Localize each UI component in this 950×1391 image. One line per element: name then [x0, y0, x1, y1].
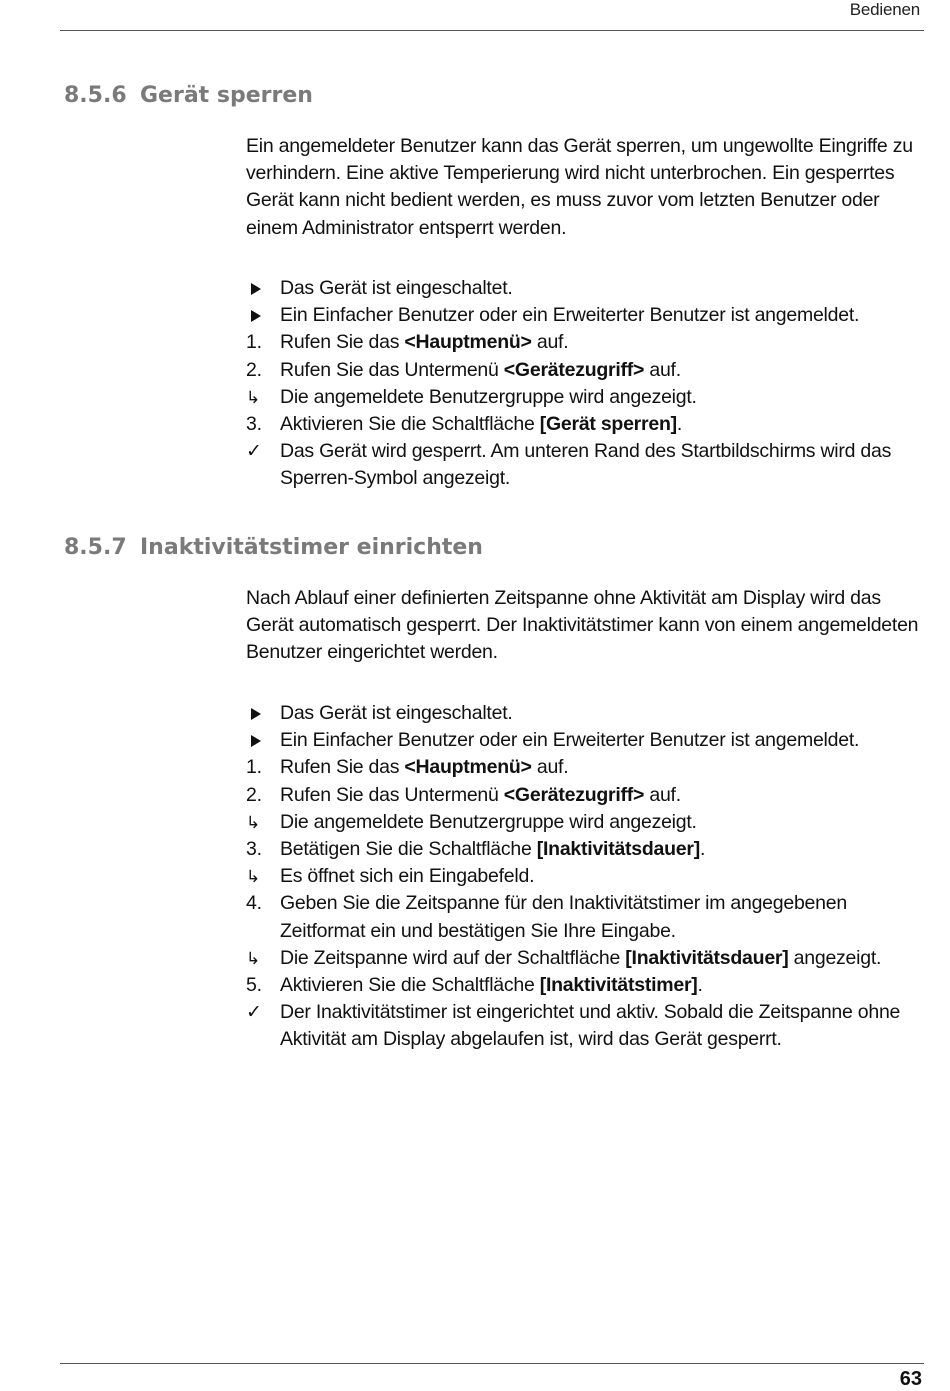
step-item	[246, 302, 926, 329]
running-header: Bedienen	[849, 0, 920, 19]
step-item	[246, 999, 926, 1053]
section-intro: Nach Ablauf einer definierten Zeitspanne ohne Aktivität am Display wird das Gerät automatisch gesperrt. Der Inaktivitätstimer kann von einem angemeldeten Benutzer eingerichtet werden.	[246, 587, 919, 664]
step-text: Aktivieren Sie die Schaltfläche	[280, 974, 540, 997]
step-item	[246, 890, 926, 944]
step-number: 2.	[246, 358, 262, 381]
section-title: Inaktivitätstimer einrichten	[140, 535, 483, 560]
step-item	[246, 782, 926, 809]
step-text: Der Inaktivitätstimer ist eingerichtet und aktiv. Sobald die Zeitspanne ohne Aktivität am Display abgelaufen ist, wird das Gerät gesperrt.	[280, 1001, 901, 1051]
step-text: Die Zeitspanne wird auf der Schaltfläche	[280, 946, 626, 969]
ui-element-name: [Inaktivitätsdauer]	[625, 946, 789, 969]
step-text: Ein Einfacher Benutzer oder ein Erweiterter Benutzer ist angemeldet.	[280, 304, 860, 327]
step-number: 3.	[246, 413, 262, 436]
step-text: auf.	[644, 783, 681, 806]
step-text: auf.	[531, 756, 569, 779]
ui-element-name: [Inaktivitätstimer]	[539, 974, 698, 997]
step-text: Geben Sie die Zeitspanne für den Inaktivitätstimer im angegebenen Zeitformat ein und bestätigen Sie Ihre Eingabe.	[280, 892, 847, 942]
step-text: Die angemeldete Benutzergruppe wird angezeigt.	[280, 810, 697, 833]
step-text: Das Gerät wird gesperrt. Am unteren Rand des Startbildschirms wird das Sperren-Symbol angezeigt.	[280, 440, 892, 490]
step-item	[246, 275, 926, 302]
ui-element-name: <Hauptmenü>	[404, 331, 532, 354]
ui-element-name: <Gerätezugriff>	[503, 783, 645, 806]
step-number: 4.	[246, 892, 262, 915]
section-title: Gerät sperren	[140, 83, 313, 108]
step-item	[246, 945, 926, 972]
step-number: 1.	[246, 756, 262, 779]
step-text: auf.	[644, 358, 681, 381]
step-text: auf.	[531, 331, 569, 354]
step-text: .	[699, 838, 706, 861]
ui-element-name: [Gerät sperren]	[539, 413, 677, 436]
step-item	[246, 329, 926, 356]
step-text: Es öffnet sich ein Eingabefeld.	[280, 865, 535, 888]
step-item	[246, 411, 926, 438]
step-number: 1.	[246, 331, 262, 354]
step-list	[246, 700, 926, 1054]
step-text: Rufen Sie das Untermenü	[280, 783, 504, 806]
result-arrow-icon: ↳	[246, 387, 260, 407]
step-text: Das Gerät ist eingeschaltet.	[280, 702, 513, 724]
step-text: Die angemeldete Benutzergruppe wird angezeigt.	[280, 385, 697, 408]
step-item	[246, 727, 926, 754]
step-item	[246, 700, 926, 727]
step-text: Aktivieren Sie die Schaltfläche	[280, 413, 540, 436]
step-list	[246, 275, 926, 493]
step-text: .	[676, 413, 683, 436]
step-item	[246, 972, 926, 999]
step-text: Rufen Sie das	[280, 756, 405, 779]
step-item	[246, 384, 926, 411]
step-item	[246, 863, 926, 890]
step-item	[246, 836, 926, 863]
step-text: Betätigen Sie die Schaltfläche	[280, 838, 537, 861]
section-intro: Ein angemeldeter Benutzer kann das Gerät sperren, um ungewollte Eingriffe zu verhindern. Eine aktive Temperierung wird nicht unterbrochen. Ein gesperrtes Gerät kann nicht bedient werden, es muss zuvor vom letzten Benutzer oder einem Administrator entsperrt werden.	[246, 135, 913, 239]
footer-rule	[60, 1363, 924, 1364]
section-heading-8-5-6	[64, 83, 313, 108]
section-heading-8-5-7	[64, 535, 483, 560]
step-number: 2.	[246, 783, 262, 806]
step-text: Rufen Sie das Untermenü	[280, 358, 504, 381]
header-rule	[60, 30, 924, 31]
step-text: Das Gerät ist eingeschaltet.	[280, 277, 513, 299]
step-item	[246, 438, 926, 492]
step-text: angezeigt.	[788, 946, 882, 969]
step-item	[246, 809, 926, 836]
ui-element-name: <Gerätezugriff>	[503, 358, 645, 381]
result-arrow-icon: ↳	[246, 812, 260, 832]
step-item	[246, 357, 926, 384]
result-arrow-icon: ↳	[246, 948, 260, 968]
step-text: Ein Einfacher Benutzer oder ein Erweiterter Benutzer ist angemeldet.	[280, 729, 860, 752]
checkmark-icon: ✓	[246, 1002, 262, 1024]
ui-element-name: [Inaktivitätsdauer]	[536, 838, 700, 861]
step-text: Rufen Sie das	[280, 331, 405, 354]
result-arrow-icon: ↳	[246, 867, 260, 887]
step-number: 5.	[246, 974, 262, 997]
page-number: 63	[899, 1368, 922, 1390]
section-number: 8.5.7	[64, 535, 127, 560]
checkmark-icon: ✓	[246, 441, 262, 463]
section-number: 8.5.6	[64, 83, 127, 108]
step-item	[246, 754, 926, 781]
step-number: 3.	[246, 838, 262, 861]
ui-element-name: <Hauptmenü>	[404, 756, 532, 779]
step-text: .	[697, 974, 703, 997]
